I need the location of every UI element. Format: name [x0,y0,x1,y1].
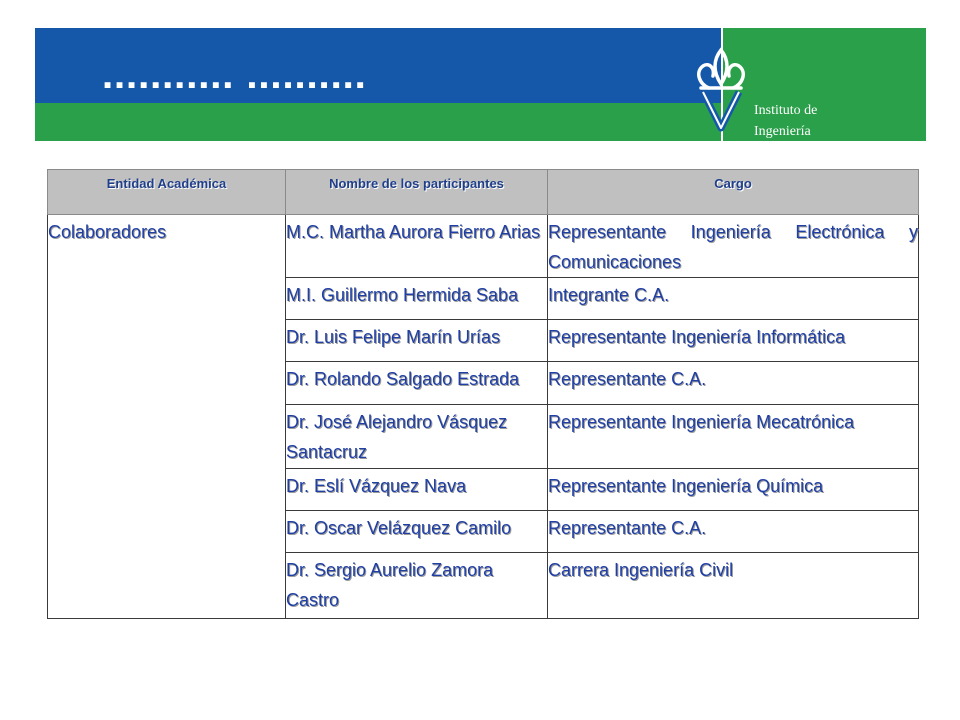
participant-role: Representante Ingeniería Electrónica y Comunicaciones [548,215,919,278]
participant-name: M.I. Guillermo Hermida Saba [286,278,548,320]
table-header-row [48,170,919,215]
participant-role: Integrante C.A. [548,278,919,320]
participant-name: Dr. Eslí Vázquez Nava [286,469,548,511]
banner-title: ▪▪▪▪▪▪▪▪▪▪▪ ▪▪▪▪▪▪▪▪▪▪ [103,75,368,93]
banner-green-band [35,103,721,141]
participant-name: Dr. Sergio Aurelio Zamora Castro [286,553,548,619]
participants-table [47,169,919,619]
header-role: Cargo [548,170,919,215]
header-banner [35,28,926,141]
institute-line-2: Ingeniería [754,124,811,139]
entity-cell: Colaboradores [48,215,286,619]
participant-role: Representante Ingeniería Química [548,469,919,511]
participant-role: Representante C.A. [548,362,919,405]
participant-role: Representante Ingeniería Informática [548,320,919,362]
institute-name [754,100,817,142]
participant-name: M.C. Martha Aurora Fierro Arias [286,215,548,278]
participant-role: Carrera Ingeniería Civil [548,553,919,619]
table-row [48,215,919,278]
participant-name: Dr. Luis Felipe Marín Urías [286,320,548,362]
participant-role: Representante Ingeniería Mecatrónica [548,405,919,469]
participant-role: Representante C.A. [548,511,919,553]
participant-name: Dr. Rolando Salgado Estrada [286,362,548,405]
participant-name: Dr. Oscar Velázquez Camilo [286,511,548,553]
header-participants: Nombre de los participantes [286,170,548,215]
fleur-de-lis-v-logo-icon [687,44,755,132]
institute-line-1: Instituto de [754,103,818,118]
header-entity: Entidad Académica [48,170,286,215]
participant-name: Dr. José Alejandro Vásquez Santacruz [286,405,548,469]
